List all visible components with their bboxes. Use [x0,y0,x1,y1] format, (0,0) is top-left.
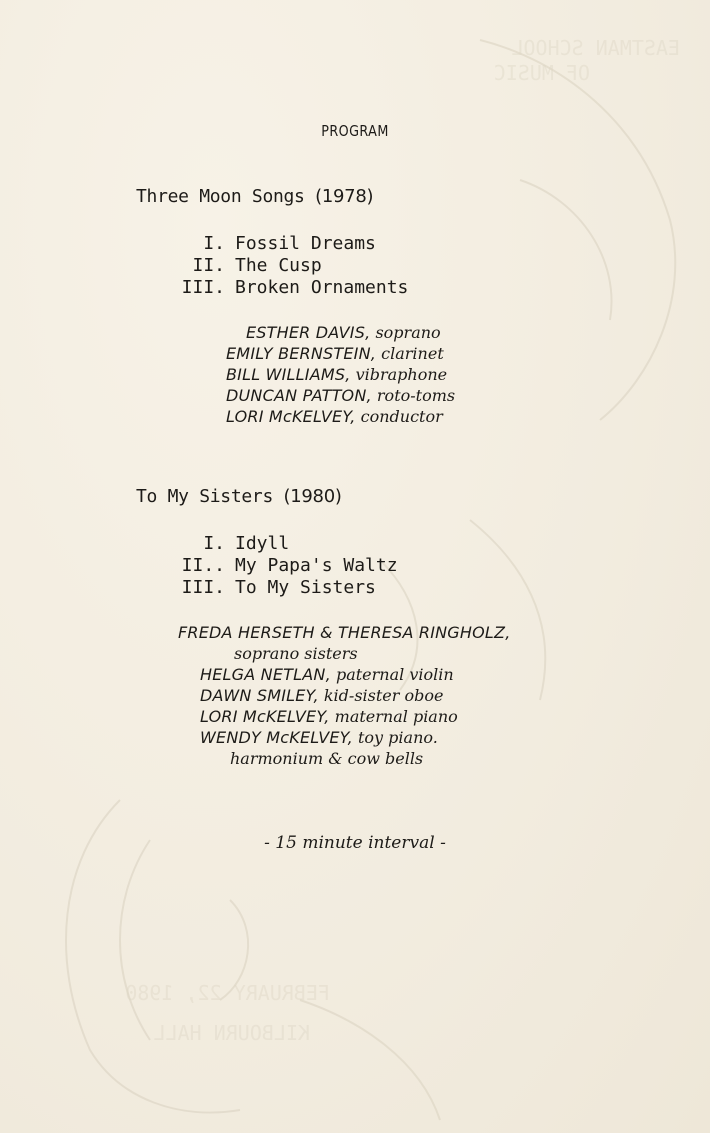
movement-title: Broken Ornaments [235,277,409,298]
movement-item [160,555,398,577]
performer-role: vibraphone [355,365,448,384]
piece-name: To My Sisters [136,486,273,507]
movement-item [160,255,408,277]
movement-item [160,277,408,299]
movement-title: My Papa's Waltz [235,555,398,576]
performer-name: WENDY McKELVEY, [200,728,353,747]
performer-name: HELGA NETLAN, [200,665,331,684]
performer-line [178,664,510,685]
svg-text:OF MUSIC: OF MUSIC [493,61,590,85]
movement-title: Fossil Dreams [235,233,376,254]
performer-role: roto-toms [376,386,456,405]
program-heading: PROGRAM [321,122,389,140]
performer-role: soprano [375,323,441,342]
performer-line [226,322,455,343]
movement-title: The Cusp [235,255,322,276]
performer-role: clarinet [381,344,444,363]
piece-year: (1978) [315,186,374,207]
movement-number: III. [181,577,225,598]
movement-number: III. [181,277,225,298]
performer-name: FREDA HERSETH & THERESA RINGHOLZ, [178,623,511,642]
svg-text:KILBOURN HALL: KILBOURN HALL [153,1021,310,1045]
movement-number: II.. [181,555,225,576]
svg-text:FEBRUARY 22, 1980: FEBRUARY 22, 1980 [125,981,330,1005]
performer-line [226,343,455,364]
performer-role: soprano sisters [234,644,358,663]
piece-name: Three Moon Songs [136,186,305,207]
performer-line [178,748,510,769]
performer-name: ESTHER DAVIS, [246,323,371,342]
performer-name: DAWN SMILEY, [200,686,319,705]
performer-role: conductor [360,407,443,426]
performer-line [178,622,510,643]
piece-title [136,186,373,207]
performer-role: paternal violin [335,665,454,684]
performer-name: EMILY BERNSTEIN, [226,344,377,363]
movement-title: Idyll [235,533,290,554]
movement-item [160,233,408,255]
piece-year: (1980) [283,486,342,507]
movement-list [160,233,408,299]
performer-line [178,643,510,664]
performer-line [226,406,455,427]
svg-text:EASTMAN SCHOOL: EASTMAN SCHOOL [511,36,680,60]
performer-role: maternal piano [334,707,458,726]
movement-number: I. [203,233,225,254]
performer-name: BILL WILLIAMS, [226,365,351,384]
performer-name: LORI McKELVEY, [200,707,330,726]
performer-line [226,385,455,406]
movement-title: To My Sisters [235,577,376,598]
movement-number: I. [203,533,225,554]
movement-number: II. [192,255,225,276]
performer-role: toy piano. [357,728,438,747]
performer-role: harmonium & cow bells [230,749,424,768]
movement-item [160,577,398,599]
performer-line [178,685,510,706]
performer-list [178,622,510,769]
performer-line [226,364,455,385]
piece-title [136,486,342,507]
movement-list [160,533,398,599]
performer-list [226,322,455,427]
performer-name: DUNCAN PATTON, [226,386,372,405]
performer-line [178,727,510,748]
performer-role: kid-sister oboe [323,686,444,705]
performer-line [178,706,510,727]
movement-item [160,533,398,555]
performer-name: LORI McKELVEY, [226,407,356,426]
interval-note: - 15 minute interval - [264,833,446,853]
